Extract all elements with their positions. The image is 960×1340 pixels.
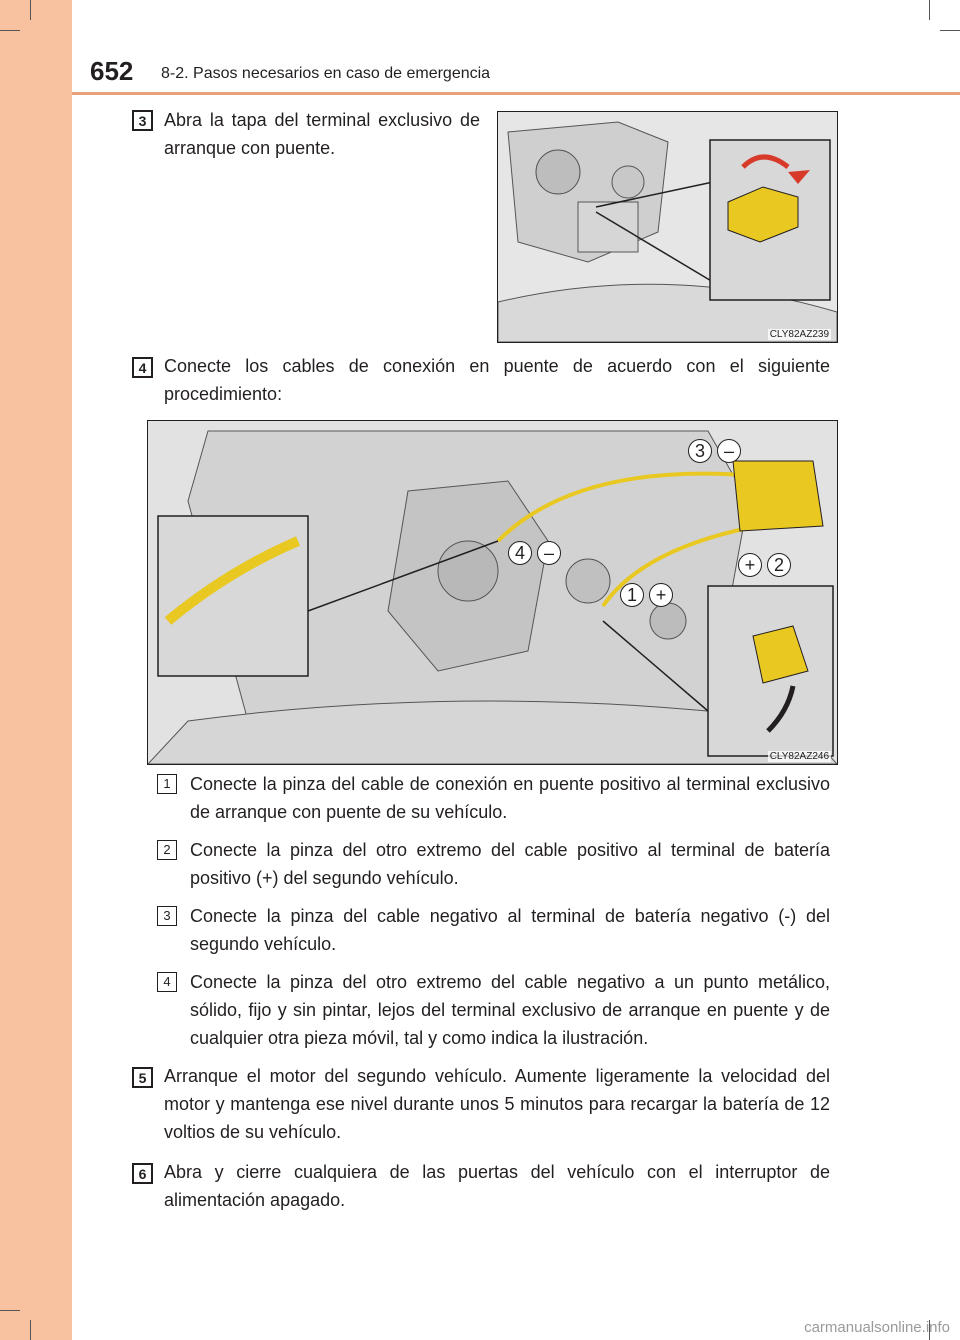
step-text: Abra la tapa del terminal exclusivo de arranque con puente. xyxy=(164,110,480,158)
step-badge: 3 xyxy=(132,110,153,131)
step-badge: 4 xyxy=(132,357,153,378)
step-badge: 6 xyxy=(132,1163,153,1184)
page-number: 652 xyxy=(90,56,134,86)
substep-text: Conecte la pinza del cable de conexión en puente positivo al terminal exclusivo de arranque con puente de su vehículo. xyxy=(190,774,830,822)
step-text: Conecte los cables de conexión en puente de acuerdo con el siguiente procedimiento: xyxy=(164,356,830,404)
substep-text: Conecte la pinza del otro extremo del cable positivo al terminal de batería positivo (+) del segundo vehículo. xyxy=(190,840,830,888)
callout-3: 3 – xyxy=(688,439,741,463)
figure-jumper-connection xyxy=(147,420,838,765)
crop-mark xyxy=(929,0,930,20)
step-text: Abra y cierre cualquiera de las puertas del vehículo con el interruptor de alimentación apagado. xyxy=(164,1162,830,1210)
substep-marker: 1 xyxy=(157,774,177,794)
jumper-cable-illustration xyxy=(148,421,837,764)
crop-mark xyxy=(0,1310,20,1311)
figure-terminal-cover xyxy=(497,111,838,343)
callout-2: + 2 xyxy=(738,553,791,577)
section-title: 8-2. Pasos necesarios en caso de emergencia xyxy=(161,65,491,82)
substep-text: Conecte la pinza del otro extremo del cable negativo a un punto metálico, sólido, fijo y sin pintar, lejos del terminal exclusivo de arranque en puente y de cualquier otra pieza móvil, tal y como indica la ilustración. xyxy=(190,972,830,1048)
callout-4: 4 – xyxy=(508,541,561,565)
crop-mark xyxy=(940,30,960,31)
substep-marker: 3 xyxy=(157,906,177,926)
figure-code: CLY82AZ246 xyxy=(769,751,829,762)
callout-1: 1 + xyxy=(620,583,673,607)
crop-mark xyxy=(30,0,31,20)
substep-text: Conecte la pinza del cable negativo al terminal de batería negativo (-) del segundo vehículo. xyxy=(190,906,830,954)
figure-code: CLY82AZ239 xyxy=(769,329,829,340)
footer-watermark: carmanualsonline.info xyxy=(804,1319,950,1336)
header-rule xyxy=(72,92,960,95)
substep-marker: 4 xyxy=(157,972,177,992)
engine-bay-illustration xyxy=(498,112,837,342)
substep-marker: 2 xyxy=(157,840,177,860)
step-text: Arranque el motor del segundo vehículo. Aumente ligeramente la velocidad del motor y mantenga ese nivel durante unos 5 minutos para recargar la batería de 12 voltios de su vehículo. xyxy=(164,1066,830,1142)
page-side-band xyxy=(0,0,72,1340)
crop-mark xyxy=(0,30,20,31)
crop-mark xyxy=(30,1320,31,1340)
step-badge: 5 xyxy=(132,1067,153,1088)
